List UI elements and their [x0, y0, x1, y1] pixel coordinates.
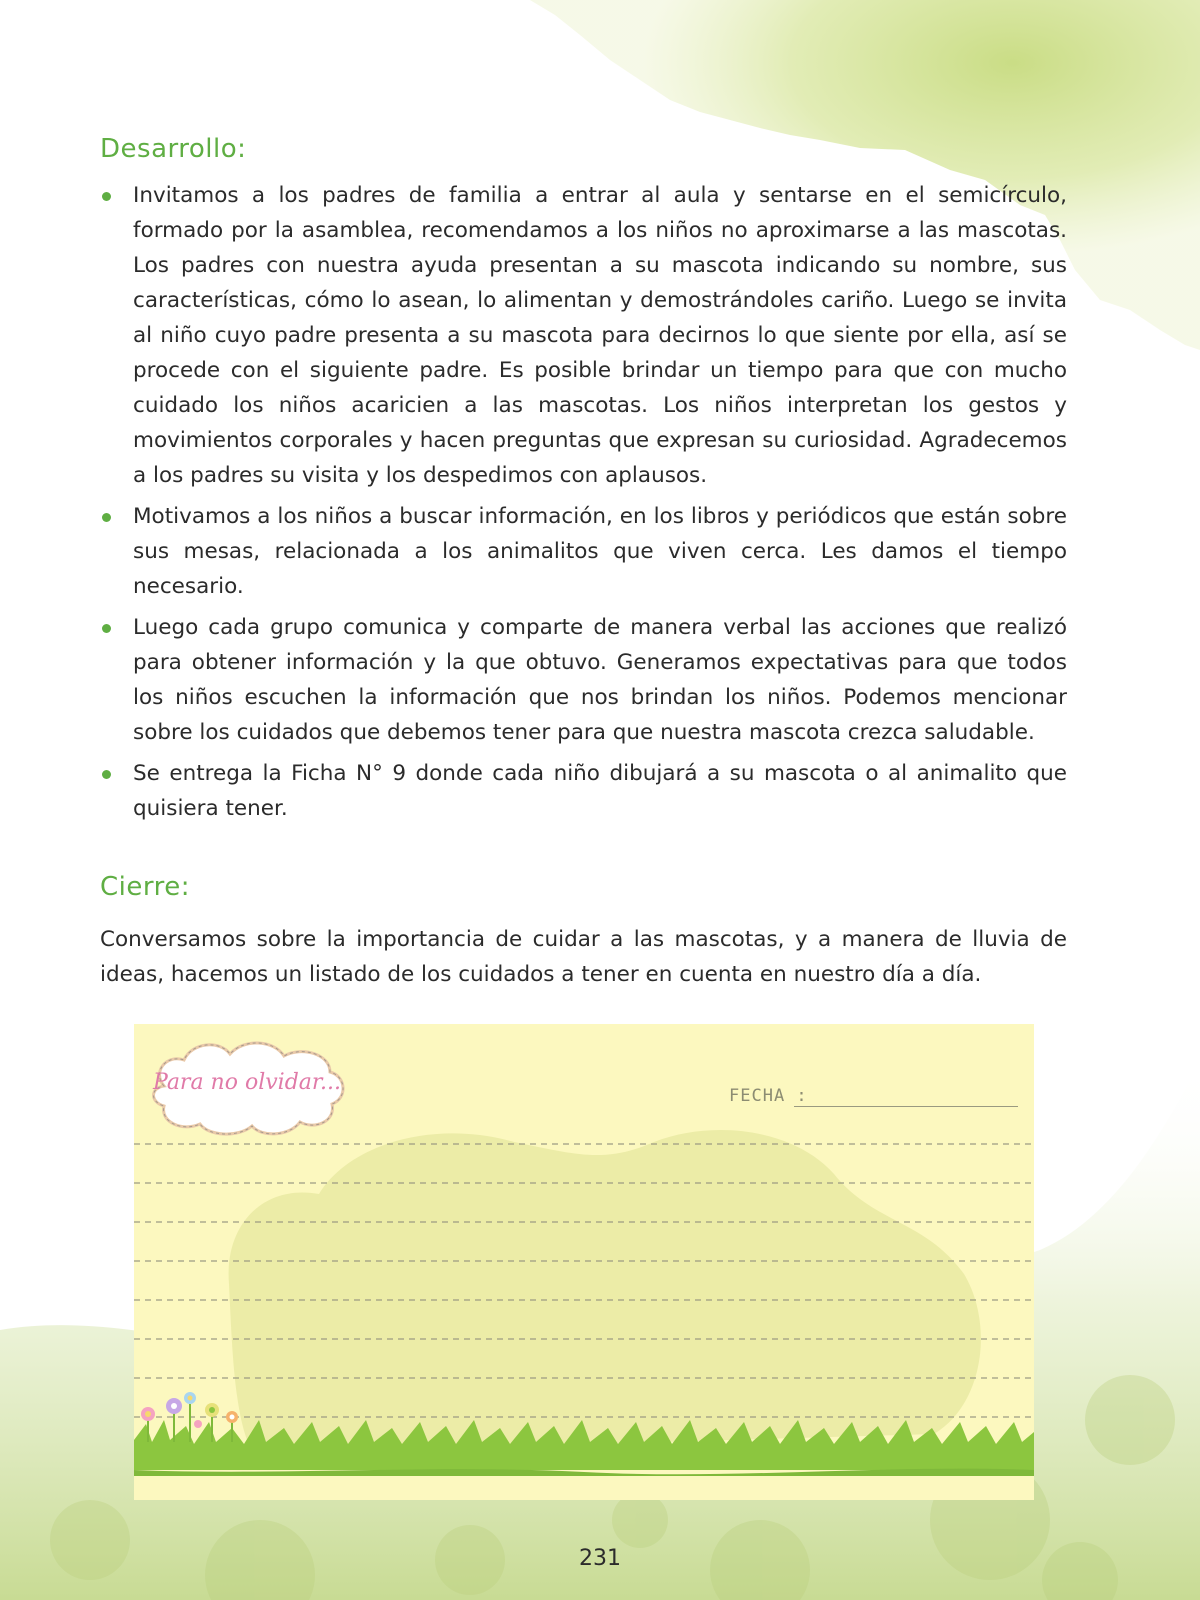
list-item: Luego cada grupo comunica y comparte de manera verbal las acciones que realizó para obtener información y la que obtuvo. Generamos expectativas para que todos los niños escuchen la información que nos brindan los niños. Podemos mencionar sobre los cuidados que debemos tener para que nuestra mascota crezca saludable.: [133, 610, 1067, 750]
page-number: 231: [579, 1546, 621, 1571]
note-card-label: Para no olvidar...: [153, 1069, 341, 1095]
closing-paragraph: Conversamos sobre la importancia de cuidar a las mascotas, y a manera de lluvia de ideas, hacemos un listado de los cuidados a tener en cuenta en nuestro día a día.: [100, 927, 1067, 987]
list-item: Motivamos a los niños a buscar información, en los libros y periódicos que están sobre sus mesas, relacionada a los animalitos que viven cerca. Les damos el tiempo necesario.: [133, 499, 1067, 604]
note-card: [134, 1024, 1034, 1500]
development-list: [133, 178, 1067, 832]
date-label: FECHA :: [729, 1086, 808, 1106]
development-heading: Desarrollo:: [100, 134, 247, 164]
closing-heading: Cierre:: [100, 872, 190, 902]
list-item: Se entrega la Ficha N° 9 donde cada niño dibujará a su mascota o al animalito que quisiera tener.: [133, 756, 1067, 826]
list-item: Invitamos a los padres de familia a entrar al aula y sentarse en el semicírculo, formado por la asamblea, recomendamos a los niños no aproximarse a las mascotas. Los padres con nuestra ayuda presentan a su mascota indicando su nombre, sus características, cómo lo asean, lo alimentan y demostrándoles cariño. Luego se invita al niño cuyo padre presenta a su mascota para decirnos lo que siente por ella, así se procede con el siguiente padre. Es posible brindar un tiempo para que con mucho cuidado los niños acaricien a las mascotas. Los niños interpretan los gestos y movimientos corporales y hacen preguntas que expresan su curiosidad. Agradecemos a los padres su visita y los despedimos con aplausos.: [133, 178, 1067, 493]
date-field[interactable]: [794, 1106, 1018, 1107]
